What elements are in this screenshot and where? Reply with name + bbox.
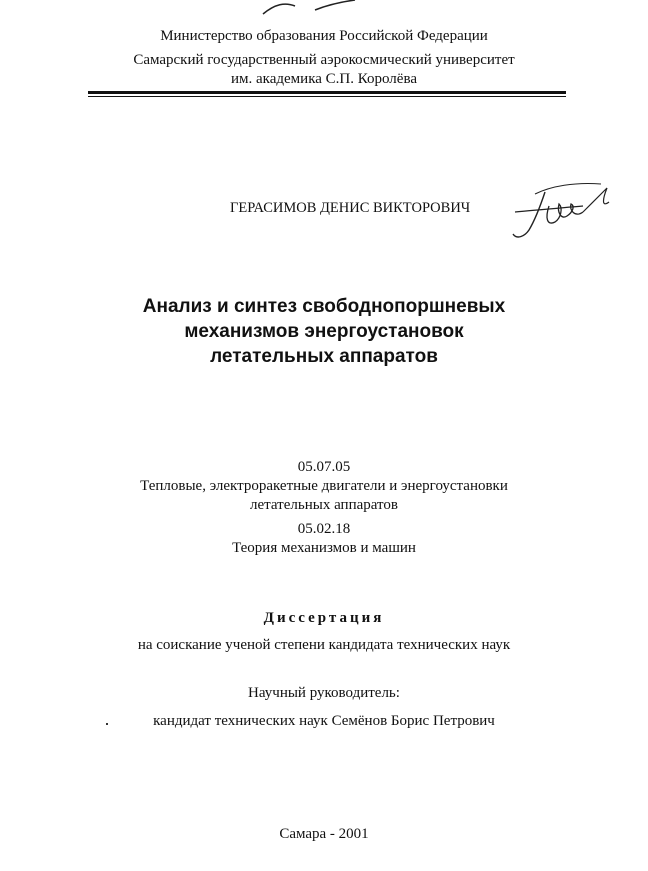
dissertation-label: Диссертация [263,610,385,626]
specialty-code: 05.07.05 [297,459,351,475]
title-line: Анализ и синтез свободнопоршневых [142,296,506,317]
city-year: Самара - 2001 [279,826,369,842]
header-rule-thin [88,96,566,97]
degree-line: на соискание ученой степени кандидата технических наук [137,637,511,653]
advisor-label: Научный руководитель: [248,685,400,701]
specialty-name: Теория механизмов и машин [232,540,416,556]
speck [106,723,108,725]
title-line: механизмов энергоустановок [184,321,464,342]
dissertation-title [0,294,648,369]
specialty-code: 05.02.18 [297,521,351,537]
author-name: ГЕРАСИМОВ ДЕНИС ВИКТОРОВИЧ [230,200,471,216]
title-line: летательных аппаратов [210,346,438,367]
university-name-line: им. академика С.П. Королёва [230,71,417,87]
header-rule-thick [88,91,566,94]
top-signature-fragment [255,0,375,20]
university-line: Самарский государственный аэрокосмический университет [133,52,515,68]
specialty-name: летательных аппаратов [250,497,398,513]
ministry-line: Министерство образования Российской Федерации [160,28,488,44]
specialty-name: Тепловые, электроракетные двигатели и энергоустановки [140,478,508,494]
advisor-name: кандидат технических наук Семёнов Борис Петрович [153,713,495,729]
author-signature [505,178,625,244]
